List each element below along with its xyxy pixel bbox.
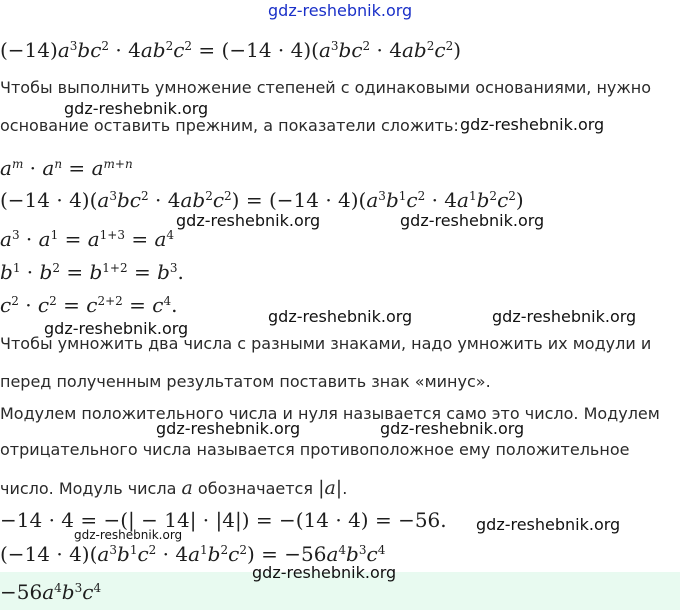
paragraph-6: отрицательного числа называется противоположное ему положительное — [0, 440, 630, 459]
paragraph-3: Чтобы умножить два числа с разными знаками, надо умножить их модули и — [0, 334, 652, 353]
watermark: gdz-reshebnik.org — [400, 211, 545, 230]
formula-b: $b^1 \cdot b^2 = b^{1+2} = b^3$. — [0, 260, 184, 284]
watermark: gdz-reshebnik.org — [476, 515, 621, 534]
formula-2: $(-14 \cdot 4)(a^3bc^2 \cdot 4ab^2c^2) = (-14 \cdot 4)(a^3b^1c^2 \cdot 4a^1b^2c^2)$ — [0, 188, 524, 212]
watermark: gdz-reshebnik.org — [176, 211, 321, 230]
watermark: gdz-reshebnik.org — [252, 563, 397, 582]
paragraph-2: основание оставить прежним, а показатели сложить: — [0, 116, 459, 135]
answer-formula: $-56a^4b^3c^4$ — [0, 580, 102, 604]
watermark: gdz-reshebnik.org — [492, 307, 637, 326]
paragraph-7-start: число. Модуль числа — [0, 479, 177, 498]
formula-c: $c^2 \cdot c^2 = c^{2+2} = c^4$. — [0, 293, 178, 317]
paragraph-5: Модулем положительного числа и нуля называется само это число. Модулем — [0, 404, 660, 423]
formula-1: $(-14)a^3bc^2 \cdot 4ab^2c^2 = (-14 \cdot 4)(a^3bc^2 \cdot 4ab^2c^2)$ — [0, 38, 462, 62]
paragraph-7: число. Модуль числа a обозначается |a|. — [0, 477, 348, 499]
watermark: gdz-reshebnik.org — [268, 307, 413, 326]
formula-rule: $a^m \cdot a^n = a^{m+n}$ — [0, 156, 133, 180]
paragraph-4: перед полученным результатом поставить знак «минус». — [0, 372, 491, 391]
formula-3: $(-14 \cdot 4)(a^3b^1c^2 \cdot 4a^1b^2c^2) = -56a^4b^3c^4$ — [0, 542, 386, 566]
watermark: gdz-reshebnik.org — [156, 419, 301, 438]
watermark: gdz-reshebnik.org — [460, 115, 605, 134]
formula-modulus: −14 · 4 = −(| − 14| · |4|) = −(14 · 4) = −56. — [0, 508, 447, 532]
watermark: gdz-reshebnik.org — [44, 319, 189, 338]
watermark-top: gdz-reshebnik.org — [268, 1, 413, 20]
paragraph-7-end: обозначается — [197, 479, 313, 498]
watermark: gdz-reshebnik.org — [64, 99, 209, 118]
formula-a: $a^3 \cdot a^1 = a^{1+3} = a^4$ — [0, 227, 175, 251]
watermark: gdz-reshebnik.org — [380, 419, 525, 438]
watermark: gdz-reshebnik.org — [74, 528, 183, 542]
paragraph-1: Чтобы выполнить умножение степеней с одинаковыми основаниями, нужно — [0, 78, 652, 97]
